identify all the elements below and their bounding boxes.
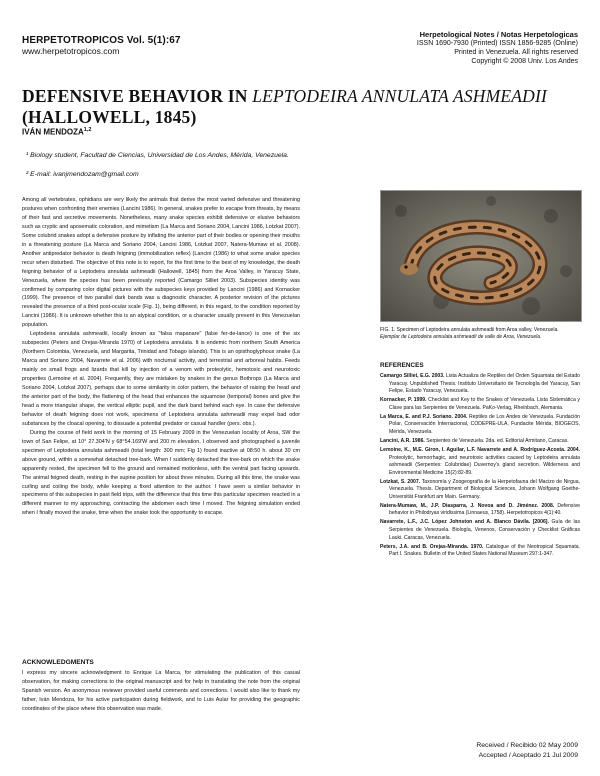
reference-item xyxy=(380,519,580,542)
acknowledgments-text xyxy=(22,669,300,714)
copyright-line: Copyright © 2008 Univ. Los Andes xyxy=(471,58,578,65)
title-plain: DEFENSIVE BEHAVIOR IN xyxy=(22,86,253,106)
reference-item xyxy=(380,447,580,477)
references-heading: REFERENCES xyxy=(380,362,424,369)
accepted-date: Accepted / Aceptado 21 Jul 2009 xyxy=(478,752,578,759)
reference-authors: Camargo Silliet, E.G. 2003. xyxy=(380,373,445,379)
title-species: LEPTODEIRA ANNULATA ASHMEADII xyxy=(252,86,548,106)
title-authority: (HALLOWELL, 1845) xyxy=(22,107,197,127)
author xyxy=(22,127,91,137)
author-name: IVÁN MENDOZA xyxy=(22,127,84,137)
reference-text: Guía de las Serpientes de Venezuela. Biología, Venenos, Conservación y Checklist Gráficas Lauki. Caracas, Venezuela. xyxy=(389,519,580,541)
snake-photo-image xyxy=(381,191,581,321)
caption-spanish: Ejemplar de Leptodeira annulata ashmeadii de valle de Aroa, Venezuela. xyxy=(380,334,542,340)
reference-authors: Lemoine, K., M.E. Giron, I. Aguilar, L.F. Navarrete and A. Rodríguez-Acosta. 2004. xyxy=(380,446,580,453)
reference-item xyxy=(380,438,580,446)
reference-item xyxy=(380,503,580,518)
reference-text: Checklist and Key to the Snakes of Venezuela. Lista Sistemática y Clave para las Serpientes de Venezuela. PaKo-Verlag, Rheinbach, Alemania. xyxy=(389,397,580,411)
figure-caption xyxy=(380,327,580,341)
issn-line: ISSN 1690-7930 (Printed) ISSN 1856-9285 (Online) xyxy=(416,40,578,47)
journal-volume: HERPETOTROPICOS Vol. 5(1):67 xyxy=(22,35,181,46)
author-email[interactable]: ² E-mail: ivanjmendozam@gmail.com xyxy=(26,171,139,178)
reference-text: Taxonomía y Zoogeografía de la Herpetofauna del Macizo de Nirgua, Venezuela. Thesis. Department of Biological Sciences, Johann Wolfgang Goethe-Universität Frankfurt am Main. Germany. xyxy=(389,478,580,500)
reference-text: Defensive behavior in Philodryas viridissima (Linnaeus, 1758). Herpetotropicos 4(1):40. xyxy=(389,502,580,517)
acknowledgments-heading: ACKNOWLEDGMENTS xyxy=(22,659,94,666)
body-text xyxy=(22,196,300,518)
notes-label: Herpetological Notes / Notas Herpetologicas xyxy=(419,30,578,39)
reference-item xyxy=(380,397,580,412)
reference-authors: Kornacker, P. 1999. xyxy=(380,397,427,404)
body-paragraph-3: During the course of field work in the morning of 15 February 2009 in the Venezuelan locality of Aroa, SW the town of San Felipe, at 10° 27.304'N y 68°54.169'W and 200 m elevation, I observed and photographed a juvenile specimen of Leptodeira annulata ashmeadii (total length: 300 mm; Fig 1) found inactive at 08:50 h. about 30 cm above ground, within a somewhat detached tree-bark. When I suddenly detached the tree-bark on which the snake apparently rested, the specimen fell to the ground and remained motionless, with the ventral part facing upwards. The animal feigned death, resting in the supine position for about three minutes. During all this time, the snake was curling and coiling the body, while keeping a fixed attention to the author. I have seen a similar behavior in specimens of this subspecies in past field trips, with the difference that this time this particular specimen reacted in a different manner to my approaching, contracting the abdomen each time I moved. The feigning simulation ended when I finally moved the snake, time when the snake took the opportunity to escape. xyxy=(22,429,300,517)
reference-text: Reptiles de Los Andes de Venezuela. Fundación Polar, Conservación Internacional, CODEPRE-ULA, Fundacite Mérida, BIOGEOS, Mérida, Venezuela. xyxy=(389,413,580,435)
snake-photo xyxy=(380,190,582,322)
reference-text: Proteolytic, hemorrhagic, and neurotoxic activities caused by Leptodeira annulata ashmeadii (Serpentes: Colubridae) Duvernoy's gland secretion. Wilderness and Environmental Medicine 15(2):82-89. xyxy=(389,454,580,476)
references-list xyxy=(380,373,580,560)
printed-line: Printed in Venezuela. All rights reserved xyxy=(454,49,578,56)
reference-authors: La Marca, E. and P.J. Soriano. 2004. xyxy=(380,413,468,420)
received-date: Received / Recibido 02 May 2009 xyxy=(476,742,578,749)
reference-text: Serpientes de Venezuela. 2da. ed. Editorial Armitano, Caracas. xyxy=(424,437,569,444)
reference-text: Lista Actualiza de Reptiles del Orden Squamata del Estado Yaracuy. Unpublished Thesis. Instituto Universitario de Tecnología del Yaracuy, San Felipe, Estado Yaracuy, Venezuela. xyxy=(389,373,580,395)
reference-item xyxy=(380,479,580,502)
affiliation: ¹ Biology student, Facultad de Ciencias, Universidad de Los Andes, Mérida, Venezuela. xyxy=(26,152,289,159)
reference-item xyxy=(380,544,580,559)
reference-authors: Natera-Mumaw, M., J.P. Diasparra, J. Novoa and D. Jiménez. 2008. xyxy=(380,502,555,509)
journal-website[interactable]: www.herpetotropicos.com xyxy=(22,46,120,56)
caption-english: FIG. 1. Specimen of Leptodeira annulata ashmeadii from Aroa valley, Venezuela. xyxy=(380,327,559,333)
reference-authors: Lancini, A.R. 1986. xyxy=(380,437,425,444)
author-sup: 1,2 xyxy=(83,127,92,133)
journal-info-block xyxy=(298,30,578,66)
reference-authors: Navarrete, L.F., J.C. López Johnston and A. Blanco Dávila. [2006]. xyxy=(380,519,549,526)
reference-authors: Lotzkat, S. 2007. xyxy=(380,478,421,485)
acknowledgments-paragraph: I express my sincere acknowledgment to Enrique La Marca, for stimulating the publication of this casual observation, for making corrections to the original manuscript and for help in translating the note from the original Spanish version. An anonymous reviewer provided useful comments and corrections. I would also like to thank my father, Iván Mendoza, for his active participation during fieldwork, and to Luis Aular for providing the geographic coordinates of the place where this observation was made. xyxy=(22,670,300,712)
reference-item xyxy=(380,373,580,396)
reference-authors: Peters, J.A. and B. Orejas-Miranda. 1970. xyxy=(380,543,484,550)
article-title xyxy=(22,86,582,128)
body-paragraph-1: Among all vertebrates, ophidians are very likely the animals that derive the most varied defensive and threatening postures when confronting their enemies (Lancini 1986). In general, snakes prefer to escape from threats, by means of their fast and secretive movements. Nonetheless, many snake species exhibit defensive or elusive behaviors such as cryptic and aposematic coloration, and mimetism (La Marca and Soriano 2004, Lancini 1986, Lotzkat 2007). Some colubrid snakes adopt a defensive posture by inflating the anterior part of their bodies or opening their mouths in a threatening posture (La Marca and Soriano 2004, Lancini 1986, Lotzkat 2007, Natera-Mumaw et al. 2008). Another antipredator behavior is death feigning (immobilization reflex) (Lancini (1986) to what some snake species recur when disturbed. The objective of this note is to report, for the first time to the best of my knowledge, the death feigning behavior of a Leptodeira annulata ashmeadii (Hallowell, 1845) from the Aroa Valley, in Yaracuy State, Venezuela, where the species has been previously reported (Camargo Silliet 2003). Subspecies identity was confirmed by comparing color digital pictures with the subspecies keys provided by Lancini (1986) and Kornacker (1999). The presence of two parallel dark bands was a diagnostic character. A posterior revision of the pictures revealed the presence of a third post-ocular scale (Fig. 1), being different, in this regard, to the condition reported by Lancini (1986). It is unknown whether this is an atypical condition, or a character usually present in this Venezuelan population. xyxy=(22,197,300,329)
body-paragraph-2: Leptodeira annulata ashmeadii, locally known as "falsa mapanare" (false fer-de-lance) is one of the six subspecies (Peters and Orejas-Miranda 1970) of Leptodeira annulata. It is endemic from northern South America (Northern Colombia, Venezuela, and Margarita, Trinidad and Tobago islands). This is an opisthoglyphous snake (La Marca and Soriano 2004, Navarrete et al. 2006) with nocturnal activity, and terrestrial and arboreal habits. Feeds mainly on small frogs and lizards that kill by injection of a venom with proteolytic, hemotoxic and neurotoxic properties (Lemoine et al. 2004). Frequently, they are mistaken by snakes in the genus Bothrops (La Marca and Soriano 2004, Lotzkat 2007), perhaps due to some similarity in color pattern, the behavior of raising the head and the anterior part of the body, the flattening of the head that enhances the squamose (temporal) bones and give the head a more triangular shape, the vertical elliptic pupil, and the dark band behind each eye. In case the defensive behavior of death feigning does not work, specimens of Leptodeira annulata ashmeadii may expel bad odor substances by the cloacal opening, to dissuade a potential predator or casual handler (pers. obs.). xyxy=(22,331,300,427)
reference-text: Catalogue of the Neotropical Squamata. Part I. Snakes. Bulletin of the United States National Museum 297:1-347. xyxy=(389,543,580,558)
reference-item xyxy=(380,414,580,437)
submission-dates xyxy=(476,741,578,761)
